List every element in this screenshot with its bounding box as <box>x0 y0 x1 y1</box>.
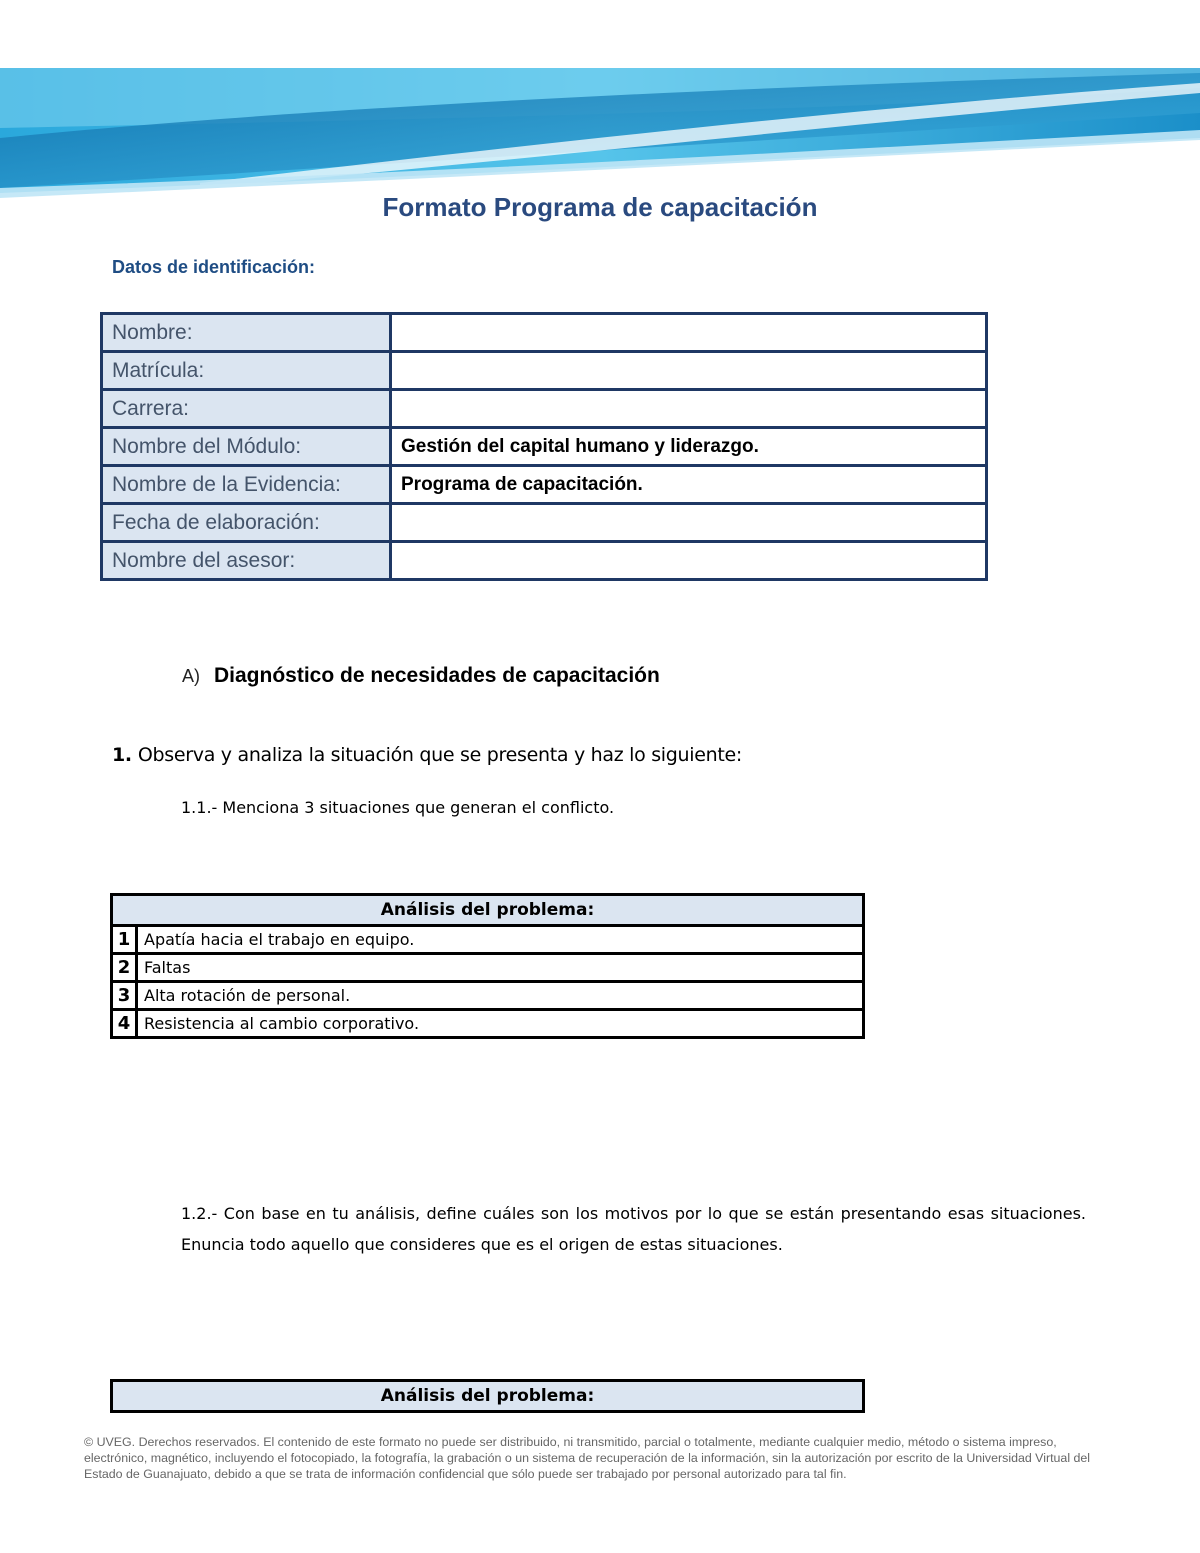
question-number: 1. <box>112 744 132 766</box>
table-row <box>112 954 864 982</box>
table-row <box>102 314 987 352</box>
field-label: Nombre de la Evidencia: <box>102 466 391 504</box>
section-letter: A) <box>182 666 200 686</box>
row-text[interactable]: Alta rotación de personal. <box>137 982 864 1010</box>
row-number: 1 <box>112 926 137 954</box>
row-text[interactable]: Resistencia al cambio corporativo. <box>137 1010 864 1038</box>
field-label: Nombre del asesor: <box>102 542 391 580</box>
module-field[interactable]: Gestión del capital humano y liderazgo. <box>391 428 987 466</box>
table-row <box>102 390 987 428</box>
row-number: 4 <box>112 1010 137 1038</box>
question-1-1: 1.1.- Menciona 3 situaciones que generan el conflicto. <box>181 798 615 817</box>
analysis-header: Análisis del problema: <box>112 895 864 926</box>
table-row <box>102 352 987 390</box>
carrera-field[interactable] <box>391 390 987 428</box>
analysis-header: Análisis del problema: <box>112 1381 864 1412</box>
row-number: 3 <box>112 982 137 1010</box>
section-title: Diagnóstico de necesidades de capacitación <box>214 664 660 687</box>
table-row <box>112 1010 864 1038</box>
matricula-field[interactable] <box>391 352 987 390</box>
section-a-heading <box>182 664 660 688</box>
document-title: Formato Programa de capacitación <box>382 192 818 222</box>
table-header-row <box>112 895 864 926</box>
identification-table <box>100 312 988 581</box>
question-text: Observa y analiza la situación que se presenta y haz lo siguiente: <box>137 744 743 766</box>
field-label: Nombre: <box>102 314 391 352</box>
table-row <box>102 428 987 466</box>
name-field[interactable] <box>391 314 987 352</box>
analysis-table-2 <box>110 1379 865 1413</box>
table-row <box>102 542 987 580</box>
copyright-footer: © UVEG. Derechos reservados. El contenido de este formato no puede ser distribuido, ni transmitido, parcial o totalmente, mediante cualquier medio, método o sistema impreso, electrónico, magnético, incluyendo el fotocopiado, la fotografía, la grabación o un sistema de recuperación de la información, sin la autorización por escrito de la Universidad Virtual del Estado de Guanajuato, debido a que se trata de información confidencial que sólo puede ser trabajado por personal autorizado para tal fin. <box>84 1435 1091 1481</box>
question-1 <box>112 744 742 766</box>
field-label: Nombre del Módulo: <box>102 428 391 466</box>
table-header-row <box>112 1381 864 1412</box>
table-row <box>102 504 987 542</box>
row-text[interactable]: Apatía hacia el trabajo en equipo. <box>137 926 864 954</box>
row-number: 2 <box>112 954 137 982</box>
analysis-table <box>110 893 865 1039</box>
advisor-field[interactable] <box>391 542 987 580</box>
field-label: Carrera: <box>102 390 391 428</box>
identification-heading: Datos de identificación: <box>112 257 316 277</box>
evidence-field[interactable]: Programa de capacitación. <box>391 466 987 504</box>
field-label: Fecha de elaboración: <box>102 504 391 542</box>
row-text[interactable]: Faltas <box>137 954 864 982</box>
table-row <box>102 466 987 504</box>
field-label: Matrícula: <box>102 352 391 390</box>
table-row <box>112 982 864 1010</box>
question-1-2: 1.2.- Con base en tu análisis, define cuáles son los motivos por lo que se están presentando esas situaciones. Enuncia todo aquello que consideres que es el origen de estas situaciones. <box>181 1204 1086 1254</box>
table-row <box>112 926 864 954</box>
date-field[interactable] <box>391 504 987 542</box>
